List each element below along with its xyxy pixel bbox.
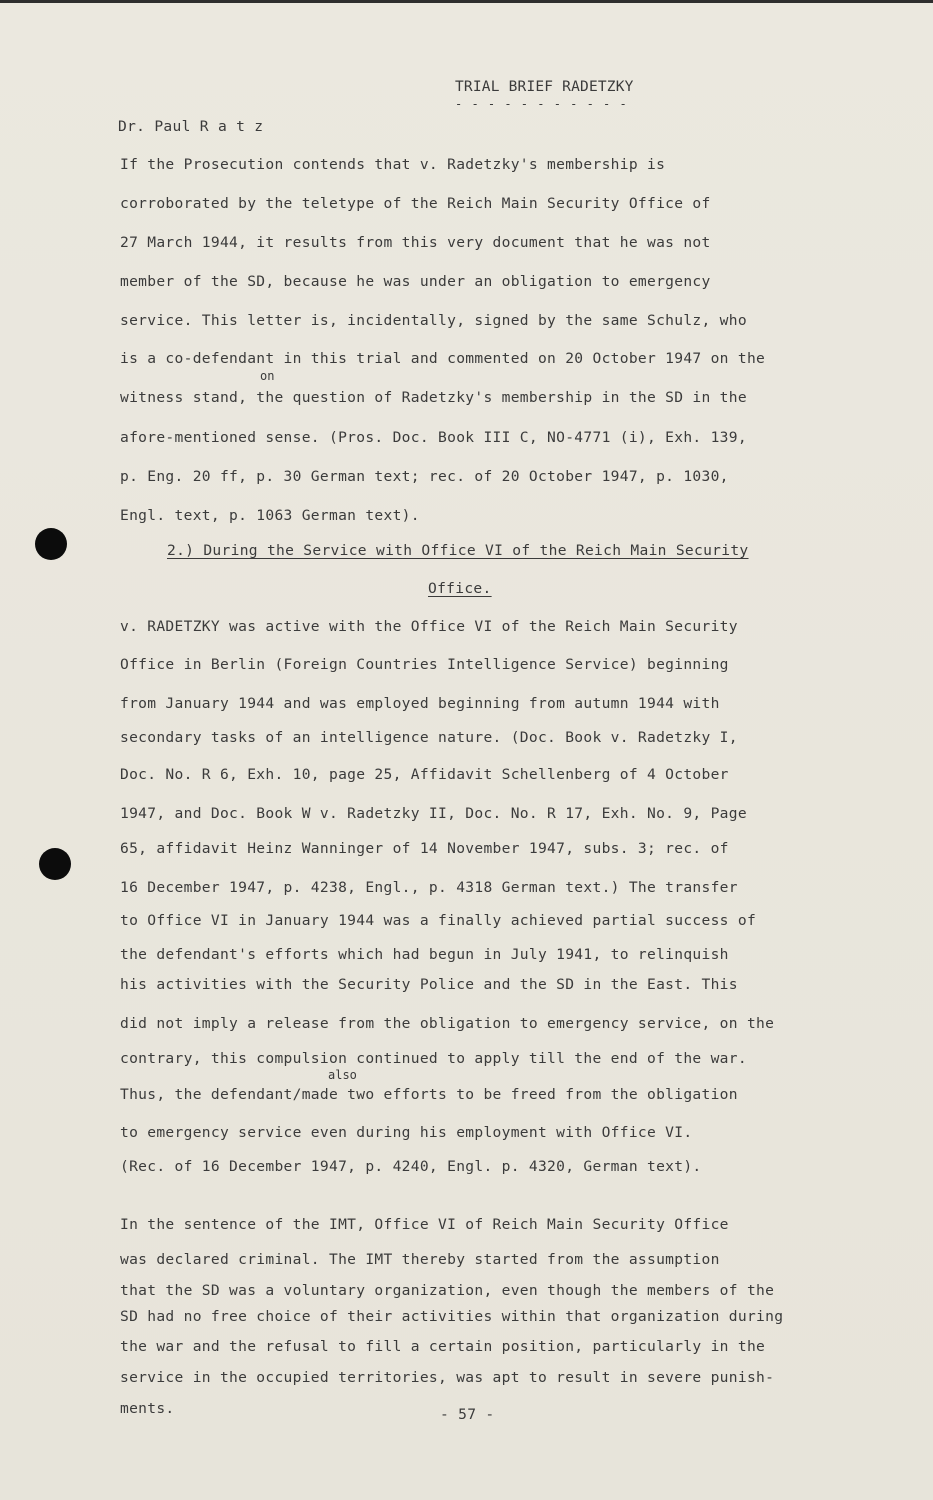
para3-line: the war and the refusal to fill a certain position, particularly in the <box>120 1338 766 1355</box>
document-title: TRIAL BRIEF RADETZKY <box>455 79 634 95</box>
para2-line: from January 1944 and was employed beginning from autumn 1944 with <box>120 695 720 712</box>
para2-line: (Rec. of 16 December 1947, p. 4240, Engl. p. 4320, German text). <box>120 1158 702 1175</box>
punch-hole-top <box>35 528 67 560</box>
para3-line: ments. <box>120 1400 175 1417</box>
para2-line: 16 December 1947, p. 4238, Engl., p. 4318 German text.) The transfer <box>120 879 738 896</box>
para1-line: If the Prosecution contends that v. Radetzky's membership is <box>120 156 666 173</box>
handwritten-insert-on: on <box>260 369 275 383</box>
author-line: Dr. Paul R a t z <box>118 118 264 135</box>
para3-line: that the SD was a voluntary organization, even though the members of the <box>120 1282 775 1299</box>
para2-line: secondary tasks of an intelligence nature. (Doc. Book v. Radetzky I, <box>120 729 738 746</box>
page-number: - 57 - <box>440 1406 495 1423</box>
para2-line: Doc. No. R 6, Exh. 10, page 25, Affidavit Schellenberg of 4 October <box>120 766 729 783</box>
para3-line: was declared criminal. The IMT thereby started from the assumption <box>120 1251 720 1268</box>
handwritten-insert-also: also <box>328 1068 357 1082</box>
para1-line: p. Eng. 20 ff, p. 30 German text; rec. of 20 October 1947, p. 1030, <box>120 468 729 485</box>
para2-line: v. RADETZKY was active with the Office VI of the Reich Main Security <box>120 618 738 635</box>
para2-line: his activities with the Security Police and the SD in the East. This <box>120 976 738 993</box>
para2-line: to Office VI in January 1944 was a finally achieved partial success of <box>120 912 757 929</box>
para2-line: did not imply a release from the obligation to emergency service, on the <box>120 1015 775 1032</box>
page-top-edge <box>0 0 933 3</box>
para3-line: SD had no free choice of their activities within that organization during <box>120 1308 784 1325</box>
para1-line: Engl. text, p. 1063 German text). <box>120 507 420 524</box>
para2-line: Office in Berlin (Foreign Countries Intelligence Service) beginning <box>120 656 729 673</box>
para1-line: service. This letter is, incidentally, signed by the same Schulz, who <box>120 312 747 329</box>
para2-line: the defendant's efforts which had begun in July 1941, to relinquish <box>120 946 729 963</box>
section-heading: 2.) During the Service with Office VI of the Reich Main Security <box>167 542 749 559</box>
para2-line: 1947, and Doc. Book W v. Radetzky II, Doc. No. R 17, Exh. No. 9, Page <box>120 805 747 822</box>
para2-line: contrary, this compulsion continued to apply till the end of the war. <box>120 1050 747 1067</box>
section-heading-cont: Office. <box>428 580 492 597</box>
para1-line: 27 March 1944, it results from this very document that he was not <box>120 234 711 251</box>
para2-line: Thus, the defendant/made two efforts to be freed from the obligation <box>120 1086 738 1103</box>
para1-line: member of the SD, because he was under an obligation to emergency <box>120 273 711 290</box>
para1-line: witness stand, the question of Radetzky's membership in the SD in the <box>120 389 747 406</box>
para1-line: afore-mentioned sense. (Pros. Doc. Book III C, NO-4771 (i), Exh. 139, <box>120 429 747 446</box>
para3-line: service in the occupied territories, was apt to result in severe punish- <box>120 1369 775 1386</box>
para2-line: to emergency service even during his employment with Office VI. <box>120 1124 693 1141</box>
para3-line: In the sentence of the IMT, Office VI of Reich Main Security Office <box>120 1216 729 1233</box>
para1-line: is a co-defendant in this trial and commented on 20 October 1947 on the <box>120 350 766 367</box>
para1-line: corroborated by the teletype of the Reich Main Security Office of <box>120 195 711 212</box>
title-underline: - - - - - - - - - - - <box>455 97 628 111</box>
para2-line: 65, affidavit Heinz Wanninger of 14 November 1947, subs. 3; rec. of <box>120 840 729 857</box>
punch-hole-bottom <box>39 848 71 880</box>
